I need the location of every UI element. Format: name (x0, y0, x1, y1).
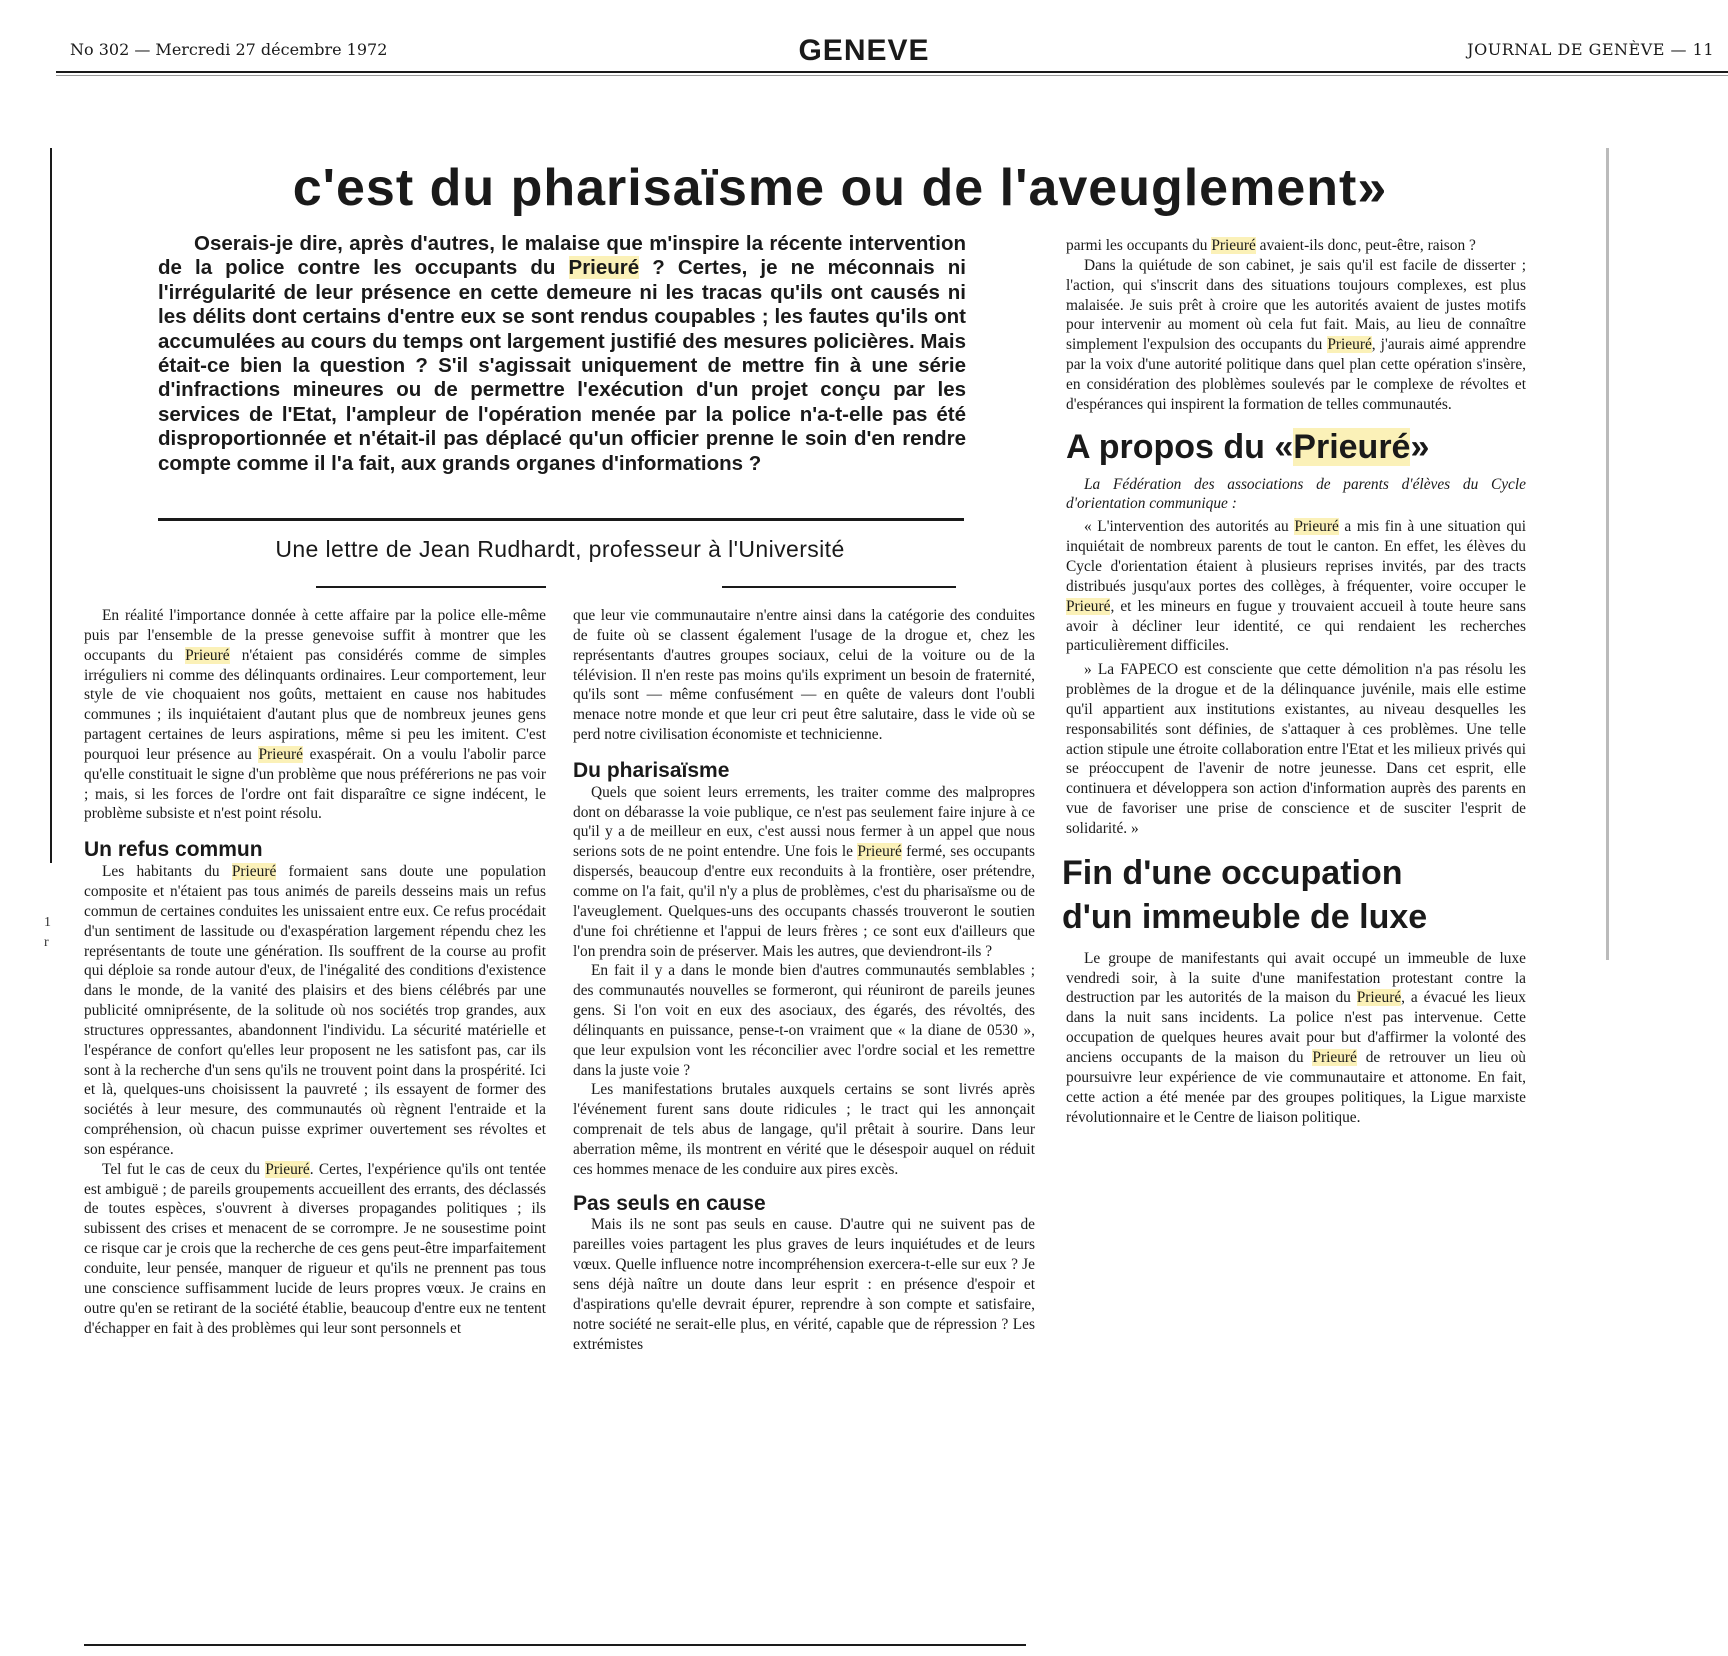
paragraph (84, 606, 546, 824)
text: , et les mineurs en fugue y trouvaient accueil à toute heure sans avoir à décliner leur identité, ce qui rendaient les recherches particulièrement difficiles. (1066, 597, 1526, 655)
prieure-highlight: Prieuré (258, 745, 303, 763)
prieure-highlight: Prieuré (265, 1160, 310, 1178)
text: a mis fin à une situation qui inquiétait de nombreux parents de tout le canton. En effet, les élèves du Cycle d'orientation étaient à plusieurs reprises invités, par des tracts distribués jusqu'aux portes des collèges, à fréquenter, voire occuper le (1066, 518, 1527, 595)
newspaper-page-label: JOURNAL DE GENÈVE — 11 (1467, 40, 1714, 59)
article-column-1 (84, 606, 546, 1338)
heading-fin-occupation (1062, 851, 1526, 939)
prieure-highlight: Prieuré (568, 256, 640, 280)
text: . Certes, l'expérience qu'ils ont tentée est ambiguë ; de pareils groupements accueillent des errants, des déclassés de toutes espèces, s'ouvrent à diverses propagandes politiques ; ils subissent des crises et menacent de se corrompre. Je ne sousestime point ce risque car je crois que la recherche de ces gens peut-être imparfaitement conduite, leur pensée, manquer de rigueur et qu'ils ne prennent pas tous une conscience suffisamment lucide de leurs propres vœux. Je crains en outre qu'en se retirant de la société établie, beaucoup d'entre eux ne tentent d'échapper en fait à des problèmes qui leur sont personnels et (84, 1160, 546, 1337)
text: d'un immeuble de luxe (1062, 897, 1428, 936)
prieure-highlight: Prieuré (1211, 237, 1256, 254)
text: Fin d'une occupation (1062, 853, 1403, 892)
headline: c'est du pharisaïsme ou de l'aveuglement» (292, 159, 1388, 217)
text: Dans la quiétude de son cabinet, je sais qu'il est facile de disserter ; l'action, qui s'inscrit dans des situations toujours complexes, est plus malaisée. Je suis prêt à croire que les autorités avaient de justes motifs pour intervenir au moment où cela fut fait. Mais, au lieu de connaître simplement l'expulsion des occupants du (1066, 256, 1526, 354)
paragraph (1066, 236, 1526, 256)
prieure-highlight: Prieuré (185, 646, 230, 664)
prieure-highlight: Prieuré (1312, 1049, 1357, 1066)
section-title: GENEVE (798, 34, 930, 67)
paragraph: » La FAPECO est consciente que cette démolition n'a pas résolu les problèmes de la drogue et de la délinquance juvénile, mais elle estime qu'il appartient aux institutions existantes, au niveau desquelles les responsabilités sont définies, de s'attaquer à ces problèmes. Une telle action stipule une étroite collaboration entre l'Etat et les milieux privés qui se préoccupent de l'avenir de notre jeunesse. Dans cet esprit, elle continuera et développera son action d'information auprès des parents en vue de favoriser une prise de conscience et de susciter l'esprit de solidarité. » (1066, 661, 1526, 837)
prieure-highlight: Prieuré (1066, 597, 1111, 615)
paragraph (84, 1160, 546, 1339)
paragraph (573, 783, 1035, 962)
text: , a évacué les lieux dans la nuit sans incidents. La police n'est pas intervenue. Cette occupation de quelques heures avait pour but d'affirmer la volonté des anciens occupants de la maison du (1066, 989, 1526, 1066)
prieure-highlight: Prieuré (1327, 336, 1372, 354)
right-margin-bar (1606, 148, 1609, 960)
text: , j'aurais aimé apprendre par la voix d'une autorité politique dans quel plan cette opération s'insère, en considération des ploblèmes soulevés par le complexe de révoltes et d'espérances qui inspirent la formation de telles communautés. (1066, 336, 1526, 413)
paragraph: Les manifestations brutales auxquels certains se sont livrés après l'événement furent sans doute ridicules ; le tract qui les annonçait comprenait de tels abus de langage, qu'il prêtait à sourire. Dans leur aberration même, ils montrent en vérité que le désespoir auquel on réduit ces hommes menace de les conduire aux pires excès. (573, 1081, 1035, 1178)
lead-paragraph (158, 232, 966, 476)
bottom-rule (84, 1644, 1026, 1646)
paragraph-intro: La Fédération des associations de parents d'élèves du Cycle d'orientation communique : (1066, 475, 1526, 513)
lead-rule (158, 518, 964, 521)
text: Les habitants du (102, 863, 232, 881)
byline-rule-left (316, 586, 546, 588)
text: parmi les occupants du (1066, 237, 1212, 254)
text: formaient sans doute une population composite et n'étaient pas tous animés de pareils desseins mais un refus commun de certaines conduites les unissaient entre eux. Ce refus procédait d'un sentiment de lassitude ou d'exaspération largement répendu chez les représentants de toute une génération. Ils souffrent de la course au profit qui déploie sa ronde autour d'eux, de l'inégalité des conditions d'existence dans le monde, de la vanité des plaisirs et des biens célébrés par une publicité omniprésente, de la solitude où nos sociétés trop grandes, aux structures oppressantes, abandonnent l'individu. La sécurité matérielle et l'espérance de confort qu'elles leur proposent ne les satisfont pas, car ils sont à la recherche d'un sens qu'ils ne trouvent point dans la prospérité. Ici et là, quelques-uns choisissent la pauvreté ; ils essayent de former des sociétés à leur mesure, des communautés où règnent l'entraide et la compréhension, où chacun puisse exprimer ouvertement ses révoltes et son espérance. (84, 863, 546, 1158)
subheading-pas-seuls: Pas seuls en cause (573, 1191, 766, 1215)
text: exaspérait. On a voulu l'abolir parce qu'elle constituait le signe d'un problème que nous préférerions ne pas voir ; mais, si les forces de l'ordre ont fait disparaître ce signe indécent, le problème subsiste et n'est point résolu. (84, 745, 547, 823)
subheading-refus-commun: Un refus commun (84, 838, 263, 862)
left-margin-bar (50, 148, 52, 863)
text: fermé, ses occupants dispersés, beaucoup d'entre eux reconduits à la frontière, oser prétendre, comme on l'a fait, qu'il n'y a plus de problèmes, c'est du pharisaïsme ou de l'aveuglement. Quelques-uns des occupants chassés trouveront le soutien d'une foi chrétienne et l'appui de leurs frères ; ce sont eux d'ailleurs que l'on prendra soin de préserver. Mais les autres, que deviendront-ils ? (573, 843, 1035, 960)
prieure-highlight: Prieuré (1294, 518, 1339, 536)
lead-text: Oserais-je dire, après d'autres, le malaise que m'inspire la récente intervention de la police contre les occupants du (158, 232, 966, 280)
prieure-highlight: Prieuré (1356, 989, 1402, 1007)
subheading-pharisaisme: Du pharisaïsme (573, 758, 730, 782)
text: Quels que soient leurs errements, les traiter comme des malpropres dont on débarasse la voie publique, ce n'est pas seulement faire injure à ce qu'il y a de meilleur en eux, c'est aussi nous fermer à un appel que nous serions sots de ne point entendre. Une fois le (573, 783, 1035, 861)
byline: Une lettre de Jean Rudhardt, professeur à l'Université (275, 536, 845, 562)
text: n'étaient pas considérés comme de simples irréguliers ni comme des délinquants ordinaires. Leur comportement, leur style de vie choquaient nos goûts, mettaient en cause nos habitudes communes ; ils inquiétaient d'autant plus que de nombreux jeunes gens partagent certaines de leurs aspirations, même si peu les imitent. C'est pourquoi leur présence au (84, 646, 546, 763)
prieure-highlight: Prieuré (231, 863, 277, 881)
text: Le groupe de manifestants qui avait occupé un immeuble de luxe vendredi soir, à la suite d'une manifestation protestant contre la destruction par les autorités de la maison du (1066, 949, 1526, 1007)
margin-mark: r (44, 935, 49, 950)
prieure-highlight: Prieuré (857, 843, 902, 861)
heading-a-propos-prieure (1066, 427, 1526, 467)
prieure-highlight: Prieuré (1293, 427, 1411, 466)
text: « L'intervention des autorités au (1084, 518, 1295, 536)
text: avaient-ils donc, peut-être, raison ? (1255, 237, 1476, 254)
paragraph: que leur vie communautaire n'entre ainsi dans la catégorie des conduites de fuite où se classent également l'usage de la drogue et, chez les représentants d'autres groupes sociaux, celui de la voiture ou de la télévision. Il n'en reste pas moins qu'ils expriment un besoin de fraternité, qu'ils sont — même confusément — en quête de valeurs dont l'oubli menace notre monde et que leur cri peut être salutaire, dass le vide où se perd notre civilisation économiste et technicienne. (573, 607, 1035, 744)
article-column-3 (1062, 236, 1527, 1127)
text: En réalité l'importance donnée à cette affaire par la police elle-même puis par l'ensemble de la presse genevoise suffit à montrer que les occupants du (84, 607, 546, 664)
margin-mark: 1 (44, 915, 51, 930)
paragraph (1066, 949, 1526, 1128)
text: » (1410, 427, 1430, 466)
article-column-2 (573, 606, 1035, 1354)
paragraph: En fait il y a dans le monde bien d'autres communautés semblables ; des communautés nouvelles se formeront, qui réuniront de pareils jeunes gens. Si l'on voit en eux des asociaux, des égarés, des révoltés, des délinquants en puissance, pense-t-on vraiment que « la diane de 0530 », que leur expulsion vont les réconcilier avec l'ordre social et les remettre dans la juste voie ? (573, 962, 1035, 1079)
paragraph (1066, 256, 1526, 415)
lead-text: ? Certes, je ne méconnais ni l'irrégularité de leur présence en cette demeure ni les tracas qu'ils ont causés ni les délits dont certains d'entre eux se sont rendus coupables ; les fautes qu'ils ont accumulées au cours du temps ont largement justifié des mesures policières. Mais était-ce bien la question ? S'il s'agissait uniquement de mettre fin à une série d'infractions mineures ou de permettre l'exécution d'un projet conçu par les services de l'Etat, l'ampleur de l'opération menée par la police n'a-t-elle pas été disproportionnée et n'était-il pas déplacé qu'un officier prenne le soin d'en rendre compte comme il l'a fait, aux grands organes d'informations ? (158, 256, 966, 475)
header-rule-thin (56, 75, 1728, 76)
paragraph (1066, 517, 1526, 656)
issue-date: No 302 — Mercredi 27 décembre 1972 (70, 40, 388, 59)
header-rule (56, 71, 1728, 73)
paragraph (84, 862, 546, 1160)
text: A propos du « (1066, 427, 1294, 466)
byline-rule-right (722, 586, 956, 588)
text: Tel fut le cas de ceux du (102, 1160, 266, 1178)
text: de retrouver un lieu où poursuivre leur expérience de vie communautaire et attonome. En fait, cette action a été menée par des groupes politiques, la Ligue marxiste révolutionnaire et le Centre de liaison politique. (1066, 1049, 1526, 1126)
paragraph: Mais ils ne sont pas seuls en cause. D'autre qui ne suivent pas de pareilles voies partagent les plus graves de leurs inquiétudes et de leurs vœux. Quelle influence notre incompréhension exercera-t-elle sur eux ? Je sens déjà naître un doute dans leur esprit : en présence d'espoir et d'aspirations qu'elle devrait épurer, reprendre à son compte et satisfaire, notre société ne serait-elle plus, en vérité, capable que de répression ? Les extrémistes (573, 1216, 1035, 1353)
